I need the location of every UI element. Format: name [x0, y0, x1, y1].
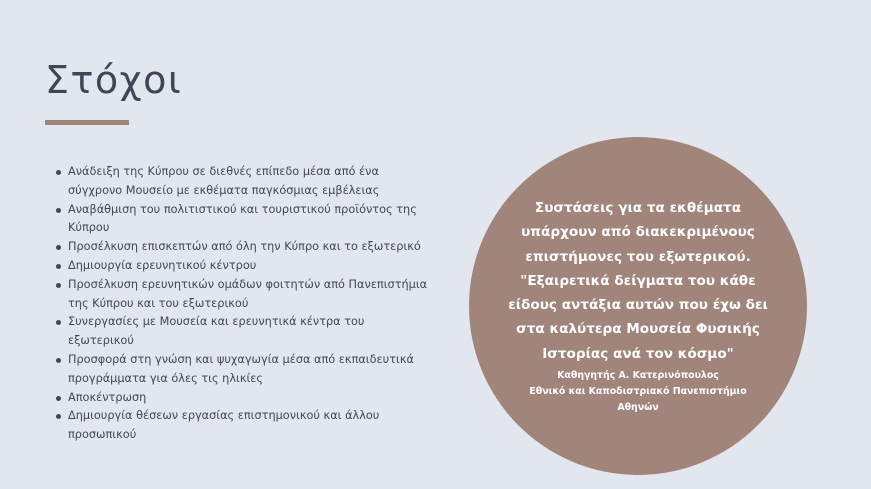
- quote-attribution: [508, 368, 768, 416]
- quote-author: Καθηγητής Α. Κατερινόπουλος: [557, 370, 719, 382]
- bullet-icon: [56, 358, 61, 363]
- bullet-icon: [56, 208, 61, 213]
- goal-item: [68, 201, 428, 239]
- goal-item: [68, 238, 428, 257]
- quote-text: Συστάσεις για τα εκθέματα υπάρχουν από διακεκριμένους επιστήμονες του εξωτερικού. "Εξαιρετικά δείγματα του κάθε είδους αντάξια αυτών που έχω δει στα καλύτερα Μουσεία Φυσικής Ιστορίας ανά τον κόσμο": [508, 199, 768, 362]
- goal-text: Προσέλκυση ερευνητικών ομάδων φοιτητών από Πανεπιστήμια της Κύπρου και του εξωτερικού: [68, 277, 428, 310]
- bullet-icon: [56, 264, 61, 269]
- bullet-icon: [56, 396, 61, 401]
- goal-item: [68, 257, 428, 276]
- goal-item: [68, 163, 428, 201]
- goal-item: [68, 313, 428, 351]
- goal-text: Συνεργασίες με Μουσεία και ερευνητικά κέντρα του εξωτερικού: [68, 315, 365, 348]
- bullet-icon: [56, 283, 61, 288]
- goal-item: [68, 389, 428, 408]
- goal-item: [68, 276, 428, 314]
- goal-text: Ανάδειξη της Κύπρου σε διεθνές επίπεδο μέσα από ένα σύγχρονο Μουσείο με εκθέματα παγκόσμιας εμβέλειας: [68, 165, 380, 197]
- goal-item: [68, 351, 428, 389]
- slide-title: Στόχοι: [45, 58, 183, 102]
- goal-item: [68, 407, 428, 445]
- goal-text: Προσφορά στη γνώση και ψυχαγωγία μέσα από εκπαιδευτικά προγράμματα για όλες τις ηλικίες: [68, 352, 414, 385]
- title-underline: [45, 120, 129, 125]
- bullet-icon: [56, 320, 61, 325]
- goal-text: Αναβάθμιση του πολιτιστικού και τουριστικού προϊόντος της Κύπρου: [68, 202, 417, 235]
- goal-text: Δημιουργία θέσεων εργασίας επιστημονικού και άλλου προσωπικού: [68, 409, 380, 442]
- goal-text: Προσέλκυση επισκεπτών από όλη την Κύπρο και το εξωτερικό: [68, 240, 421, 254]
- goal-text: Αποκέντρωση: [68, 390, 147, 404]
- bullet-icon: [56, 414, 61, 419]
- quote-circle: [469, 137, 807, 475]
- goal-text: Δημιουργία ερευνητικού κέντρου: [68, 258, 257, 272]
- bullet-icon: [56, 245, 61, 250]
- quote-institution: Εθνικό και Καποδιστριακό Πανεπιστήμιο Αθηνών: [529, 386, 747, 414]
- goals-list: [52, 163, 428, 445]
- bullet-icon: [56, 170, 61, 175]
